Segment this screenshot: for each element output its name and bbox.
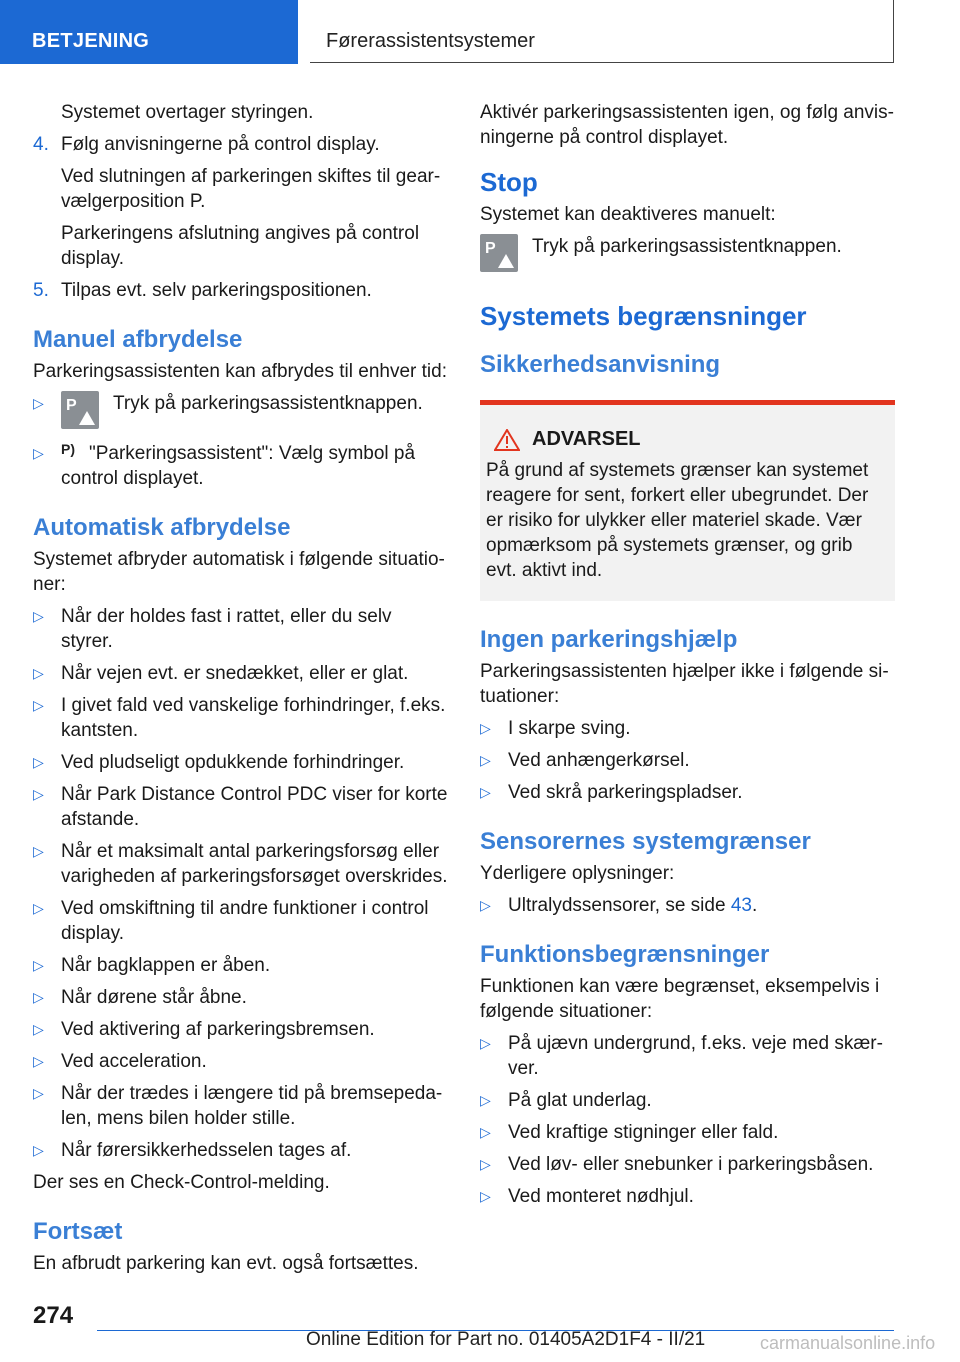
bullet-icon: ▷	[33, 665, 44, 681]
chapter-header	[310, 0, 894, 63]
list-item	[480, 1031, 895, 1081]
list-item	[480, 1088, 895, 1113]
bullet-icon: ▷	[33, 1053, 44, 1069]
list-item	[33, 1138, 448, 1163]
list-item	[480, 1184, 895, 1209]
list-item-text: I givet fald ved vanskelige forhindringer, f.eks. kantsten.	[61, 695, 446, 741]
step-number: 5.	[33, 280, 49, 301]
right-column	[480, 100, 895, 1216]
bullet-icon: ▷	[480, 752, 491, 768]
step-text: Følg anvisningerne på control display.	[61, 134, 380, 155]
list-item-suffix: .	[751, 895, 758, 916]
warning-triangle-icon	[494, 429, 520, 451]
list-item-text: Når Park Distance Control PDC viser for korte afstande.	[61, 784, 448, 830]
list-item-text: Ved løv- eller snebunker i parkeringsbåsen.	[508, 1154, 874, 1175]
list-item	[33, 782, 448, 832]
function-limits-text: Funktionen kan være begrænset, eksempelvis i følgende situationer:	[480, 976, 880, 1022]
footer-edition: Online Edition for Part no. 01405A2D1F4 - II/21	[306, 1329, 706, 1350]
bullet-icon: ▷	[480, 720, 491, 736]
bullet-icon: ▷	[480, 897, 491, 913]
list-item	[480, 1120, 895, 1145]
bullet-icon: ▷	[33, 754, 44, 770]
list-item-text: Ved pludseligt opdukkende forhindringer.	[61, 752, 405, 773]
list-item-text: Ved omskiftning til andre funktioner i control display.	[61, 898, 429, 944]
list-item-text: På ujævn undergrund, f.eks. veje med skærver.	[508, 1033, 883, 1079]
check-control-note: Der ses en Check-Control-melding.	[33, 1172, 330, 1193]
heading-safety: Sikkerhedsanvisning	[480, 351, 721, 378]
list-item-text: Ved kraftige stigninger eller fald.	[508, 1122, 779, 1143]
bullet-icon: ▷	[33, 843, 44, 859]
heading-manual-stop: Manuel afbrydelse	[33, 326, 243, 353]
bullet-icon: ▷	[33, 1021, 44, 1037]
list-item-text: Når dørene står åbne.	[61, 987, 247, 1008]
heading-auto-stop: Automatisk afbrydelse	[33, 514, 291, 541]
bullet-icon: ▷	[33, 608, 44, 624]
heading-function-limits: Funktionsbegrænsninger	[480, 941, 770, 968]
parking-assistant-button-icon: P	[61, 391, 99, 429]
section-title: BETJENING	[32, 30, 150, 52]
step4-note-1: Ved slutningen af parkeringen skiftes til gearvælgerposition P.	[61, 166, 441, 212]
bullet-icon: ▷	[33, 957, 44, 973]
continue-instruction: Aktivér parkeringsassistenten igen, og følg anvisningerne på control displayet.	[480, 102, 894, 148]
step-4	[33, 132, 448, 157]
list-item	[480, 1152, 895, 1177]
footer-watermark: carmanualsonline.info	[760, 1333, 936, 1353]
step-number: 4.	[33, 134, 49, 155]
warning-text: På grund af systemets grænser kan systemet reagere for sent, forkert eller ubegrundet. Der er risiko for ulykker eller materiel skade. Vær opmærksom på systemets grænser, og grib evt. aktivt ind.	[486, 460, 869, 581]
list-item	[33, 953, 448, 978]
list-item-text: Ved anhængerkørsel.	[508, 750, 690, 771]
manual-stop-text: Parkeringsassistenten kan afbrydes til enhver tid:	[33, 361, 447, 382]
list-item	[480, 780, 895, 805]
list-item	[33, 1081, 448, 1131]
bullet-icon: ▷	[480, 1035, 491, 1051]
bullet-icon: ▷	[480, 1156, 491, 1172]
bullet-icon: ▷	[480, 1124, 491, 1140]
parking-assistant-button-icon: P	[480, 234, 518, 272]
list-item-text: Når bagklappen er åben.	[61, 955, 271, 976]
bullet-icon: ▷	[33, 900, 44, 916]
no-help-text: Parkeringsassistenten hjælper ikke i følgende situationer:	[480, 661, 889, 707]
bullet-icon: ▷	[480, 1188, 491, 1204]
heading-stop: Stop	[480, 167, 538, 197]
heading-system-limits: Systemets begrænsninger	[480, 301, 807, 331]
list-item	[33, 839, 448, 889]
list-item	[480, 893, 895, 918]
bullet-icon: ▷	[33, 1142, 44, 1158]
list-item-text: Når der holdes fast i rattet, eller du selv styrer.	[61, 606, 392, 652]
sensor-list	[480, 893, 895, 918]
heading-continue: Fortsæt	[33, 1218, 123, 1245]
warning-box	[480, 400, 895, 601]
list-item-text: Ved aktivering af parkeringsbremsen.	[61, 1019, 375, 1040]
list-item	[33, 1017, 448, 1042]
bullet-icon: ▷	[33, 786, 44, 802]
list-item-text: Når der trædes i længere tid på bremsepedalen, mens bilen holder stille.	[61, 1083, 443, 1129]
bullet-icon: ▷	[33, 989, 44, 1005]
list-item-text: "Parkeringsassistent": Vælg symbol på control displayet.	[61, 443, 416, 489]
step-text: Tilpas evt. selv parkeringspositionen.	[61, 280, 372, 301]
bullet-icon: ▷	[33, 1085, 44, 1101]
bullet-icon: ▷	[480, 1092, 491, 1108]
list-item-text: Når førersikkerhedsselen tages af.	[61, 1140, 352, 1161]
parking-assistant-symbol-icon: P)	[61, 441, 75, 457]
manual-item-text: Tryk på parkeringsassistentknappen.	[113, 393, 423, 414]
list-item-text: I skarpe sving.	[508, 718, 631, 739]
auto-stop-text: Systemet afbryder automatisk i følgende situationer:	[33, 549, 445, 595]
list-item	[33, 985, 448, 1010]
bullet-icon: ▷	[33, 395, 44, 411]
list-item	[480, 716, 895, 741]
chapter-title: Førerassistentsystemer	[326, 30, 535, 52]
stop-text: Systemet kan deaktiveres manuelt:	[480, 204, 776, 225]
bullet-icon: ▷	[33, 445, 44, 461]
heading-no-help: Ingen parkeringshjælp	[480, 626, 738, 653]
warning-header	[486, 427, 877, 452]
continue-text: En afbrudt parkering kan evt. også fortsættes.	[33, 1253, 419, 1274]
function-limits-list	[480, 1031, 895, 1209]
list-item	[33, 441, 448, 491]
sensor-text: Yderligere oplysninger:	[480, 863, 675, 884]
list-item	[33, 750, 448, 775]
list-item	[33, 1049, 448, 1074]
stop-button-row	[480, 234, 895, 274]
warning-title: ADVARSEL	[532, 428, 641, 450]
list-item-text: Ved monteret nødhjul.	[508, 1186, 694, 1207]
no-help-list	[480, 716, 895, 805]
list-item	[480, 748, 895, 773]
step-5	[33, 278, 448, 303]
stop-button-text: Tryk på parkeringsassistentknappen.	[532, 236, 842, 257]
manual-item-button	[33, 391, 448, 431]
list-item-text: Ved acceleration.	[61, 1051, 207, 1072]
heading-sensor-limits: Sensorernes systemgrænser	[480, 828, 811, 855]
list-item	[33, 693, 448, 743]
list-item	[33, 661, 448, 686]
list-item-text: Når vejen evt. er snedækket, eller er glat.	[61, 663, 409, 684]
bullet-icon: ▷	[33, 697, 44, 713]
step3-continuation: Systemet overtager styringen.	[61, 102, 314, 123]
list-item-text: Når et maksimalt antal parkeringsforsøg eller varigheden af parkeringsforsøget overskrides.	[61, 841, 448, 887]
list-item-text: Ultralydssensorer, se side	[508, 895, 731, 916]
bullet-icon: ▷	[480, 784, 491, 800]
left-column	[33, 100, 448, 1283]
section-tab	[0, 0, 298, 64]
page-number: 274	[33, 1302, 74, 1329]
page-link[interactable]: 43	[730, 895, 752, 916]
auto-stop-list	[33, 604, 448, 1163]
list-item	[33, 604, 448, 654]
list-item	[33, 896, 448, 946]
manual-stop-list	[33, 441, 448, 491]
list-item-text: På glat underlag.	[508, 1090, 652, 1111]
step4-note-2: Parkeringens afslutning angives på control display.	[61, 223, 420, 269]
list-item-text: Ved skrå parkeringspladser.	[508, 782, 743, 803]
